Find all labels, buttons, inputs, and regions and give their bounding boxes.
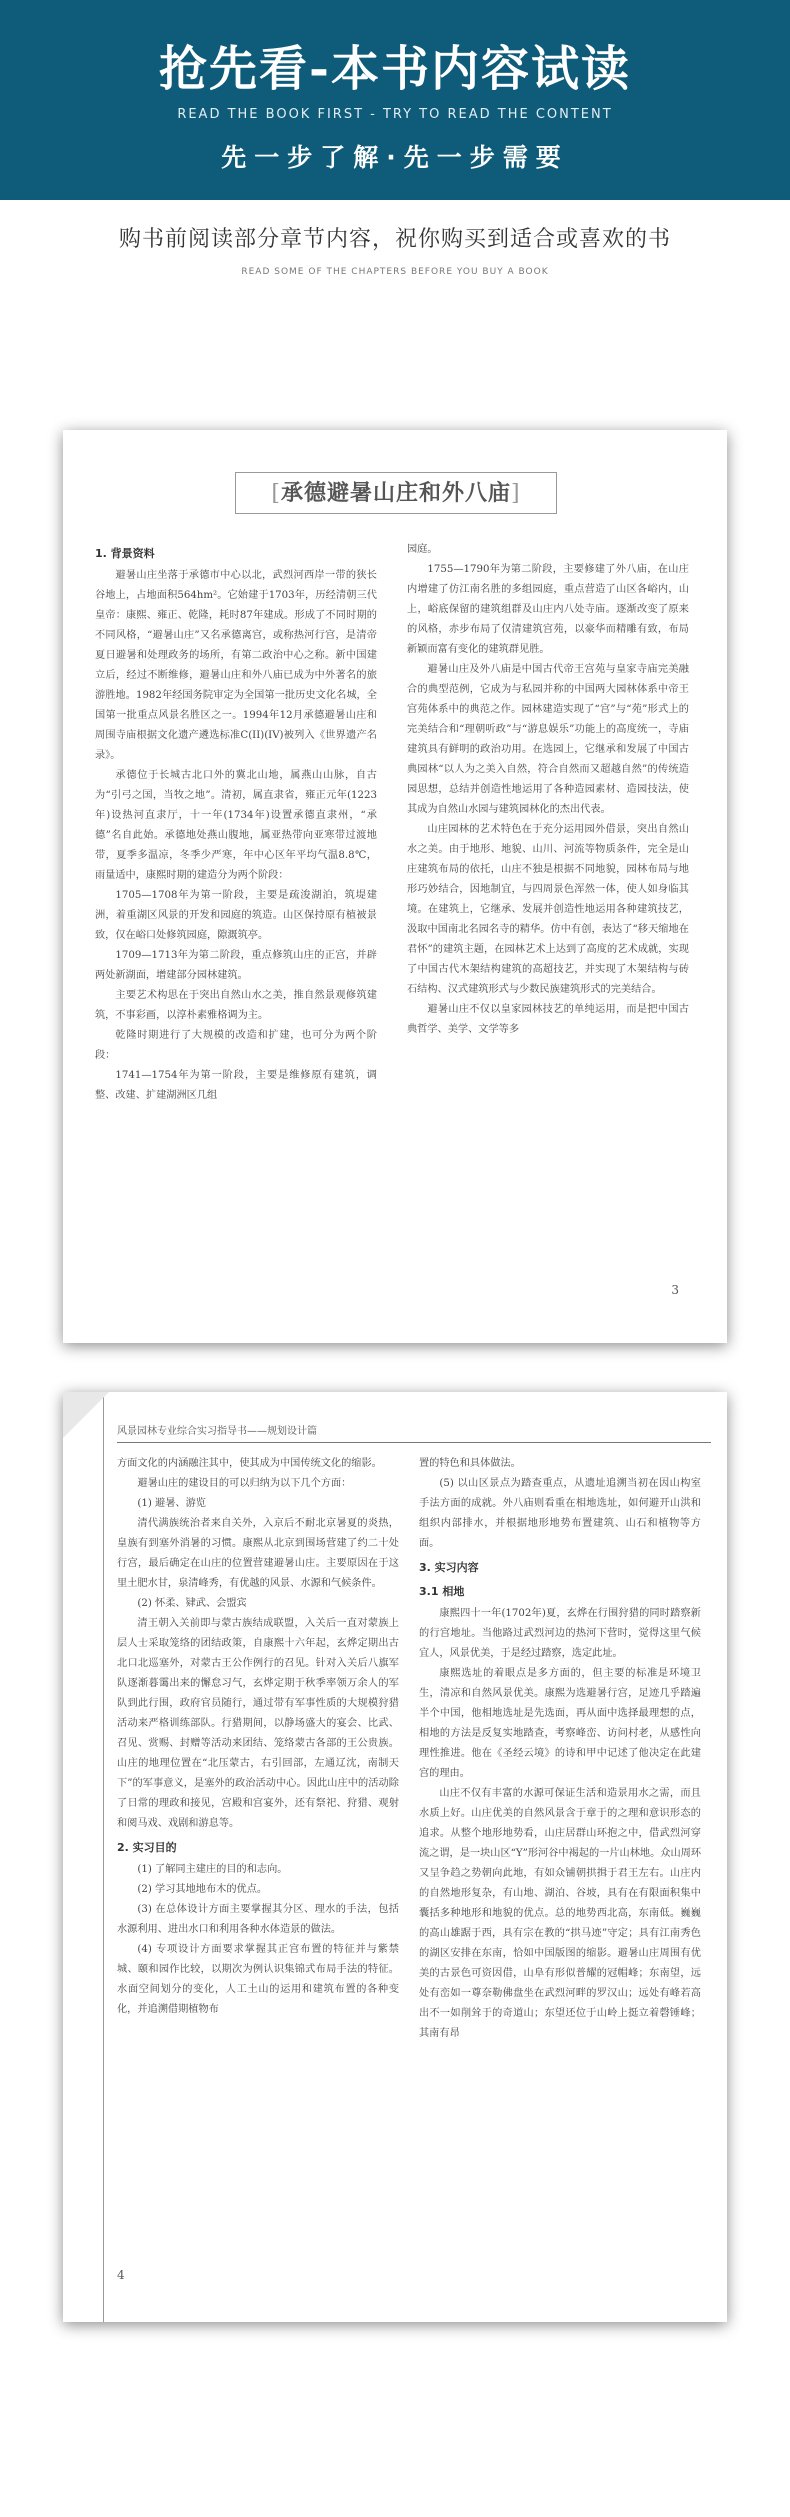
margin-rule — [103, 1392, 104, 2322]
paragraph: 山庄园林的艺术特色在于充分运用园外借景，突出自然山水之美。由于地形、地貌、山川、河流等物质条件，完全是山庄建筑布局的依托，山庄不独是根据不同地貌，园林布局与地形巧妙结合，因地制宜，与四周景色浑然一体，使人如身临其境。在建筑上，它继承、发展并创造性地运用各种建筑技艺，汲取中国南北名园名寺的精华。仿中有创，表达了“移天缩地在君怀”的建筑主题，在园林艺术上达到了高度的艺术成就，实现了中国古代木架结构建筑的高超技艺，并实现了木架结构与砖石结构、汉式建筑形式与少数民族建筑形式的完美结合。 — [407, 824, 689, 995]
page4-right-column — [419, 1454, 701, 2044]
paragraph: 乾隆时期进行了大规模的改造和扩建，也可分为两个阶段： — [95, 1030, 377, 1061]
promo-banner — [0, 0, 790, 200]
section-heading: 2. 实习目的 — [117, 1841, 177, 1854]
paragraph: 1741—1754年为第一阶段，主要是维修原有建筑，调整、改建、扩建湖洲区几组 — [95, 1070, 377, 1101]
header-divider — [117, 1442, 711, 1443]
list-item: (1) 避暑、游览 — [137, 1498, 206, 1509]
page-number: 3 — [671, 1283, 679, 1297]
list-item: (1) 了解同主建庄的目的和志向。 — [137, 1864, 288, 1875]
page-corner-fold — [63, 1392, 109, 1438]
book-page-4 — [63, 1392, 727, 2322]
paragraph: 避暑山庄的建设目的可以归纳为以下几个方面： — [137, 1478, 352, 1489]
chapter-title — [235, 472, 557, 514]
banner-tagline: 先一步了解·先一步需要 — [221, 143, 569, 172]
page4-left-column — [117, 1454, 399, 2020]
bracket-right: ] — [511, 481, 521, 506]
paragraph: 园庭。 — [407, 544, 438, 555]
paragraph: 清代满族统治者来自关外，入京后不耐北京暑夏的炎热，皇族有到塞外消暑的习惯。康熙从北京到围场营建了约二十处行宫，最后确定在山庄的位置营建避暑山庄。主要原因在于这里土肥水甘，泉清峰秀，有优越的风景、水源和气候条件。 — [117, 1518, 399, 1589]
bracket-left: [ — [271, 481, 281, 506]
section-heading: 3. 实习内容 — [419, 1561, 479, 1574]
paragraph: 康熙选址的着眼点是多方面的，但主要的标准是环境卫生，清凉和自然风景优美。康熙为选避暑行宫，足迹几乎踏遍半个中国，他相地选址是先选面，再从面中选择最理想的点，相地的方法是反复实地踏查，考察峰峦、访问村老，从感性向理性推进。他在《圣经云境》的诗和甲中记述了他决定在此建宫的理由。 — [419, 1668, 701, 1779]
list-item: (3) 在总体设计方面主要掌握其分区、理水的手法，包括水源利用、进出水口和利用各种水体造景的做法。 — [117, 1904, 399, 1935]
intro-text: 购书前阅读部分章节内容，祝你购买到适合或喜欢的书 — [118, 227, 671, 252]
book-page-3 — [63, 430, 727, 1343]
subsection-heading: 3.1 相地 — [419, 1585, 465, 1598]
list-item: (4) 专项设计方面要求掌握其正宫布置的特征并与紫禁城、颐和园作比较，以期次为例认识集锦式布局手法的特征。水面空间划分的变化，人工土山的运用和建筑布置的各种变化，并追溯借期植物布 — [117, 1944, 399, 2015]
chapter-title-text: 承德避暑山庄和外八庙 — [280, 480, 511, 506]
intro-text-en: READ SOME OF THE CHAPTERS BEFORE YOU BUY A BOOK — [241, 267, 549, 277]
paragraph: 避暑山庄及外八庙是中国古代帝王宫苑与皇家寺庙完美融合的典型范例，它成为与私园并称的中国两大园林体系中帝王宫苑体系中的典范之作。园林建造实现了“宫”与“苑”形式上的完美结合和“理朝听政”与“游息娱乐”功能上的高度统一，寺庙建筑具有鲜明的政治功用。在选园上，它继承和发展了中国古典园林“以人为之美入自然，符合自然而又超越自然”的传统造园思想，总结并创造性地运用了各种造园素材、造园技法，使其成为自然山水园与建筑园林化的杰出代表。 — [407, 664, 689, 815]
list-item: (2) 怀柔、肄武、会盟宾 — [137, 1598, 247, 1609]
paragraph: 承德位于长城古北口外的冀北山地，属燕山山脉，自古为“引弓之国，当牧之地”。清初，属直隶省，雍正元年(1223年)设热河直隶厅，十一年(1734年)设置承德直隶州，“承德”名自此始。承德地处燕山腹地，属亚热带向亚寒带过渡地带，夏季多温凉，冬季少严寒，年中心区年平均气温8.8℃，雨量适中，康熙时期的建造分为两个阶段： — [95, 770, 377, 881]
list-item: (5) 以山区景点为踏查重点，从遗址追溯当初在因山构室手法方面的成就。外八庙则看重在相地选址，如何避开山洪和组织内部排水，并根据地形地势布置建筑、山石和植物等方面。 — [419, 1478, 701, 1549]
banner-title: 抢先看-本书内容试读 — [159, 41, 631, 97]
page3-left-column — [95, 540, 377, 1106]
page-number: 4 — [117, 2268, 125, 2282]
section-heading: 1. 背景资料 — [95, 547, 155, 560]
paragraph: 清王朝入关前即与蒙古族结成联盟，入关后一直对蒙族上层人士采取笼络的团结政策，自康熙十六年起，玄烨定期出古北口北巡塞外，对蒙古王公作例行的召见。针对入关后八旗军队逐渐暮霭出来的懈怠习气，玄烨定期于秋季率领万余人的军队到此行围，政府官员随行，通过带有军事性质的大规模狩猎活动来严格训练部队。行猎期间，以静场盛大的宴会、比武、召见、赏赐、封赠等活动来团结、笼络蒙古各部的王公贵族。山庄的地理位置在“北压蒙古，右引回部，左通辽沈，南制天下”的军事意义，是塞外的政治活动中心。因此山庄中的活动除了日常的理政和接见，宫殿和宫宴外，还有祭祀、狩猎、观射和阅马戏、戏剧和游息等。 — [117, 1618, 399, 1829]
paragraph: 方面文化的内涵融注其中，使其成为中国传统文化的缩影。 — [117, 1458, 382, 1469]
paragraph: 1705—1708年为第一阶段，主要是疏浚湖泊，筑堤建洲，着重湖区风景的开发和园庭的筑造。山区保持原有植被景致，仅在峪口处修筑园庭，隙溉筑亭。 — [95, 890, 377, 941]
list-item: (2) 学习其地地布木的优点。 — [137, 1884, 268, 1895]
paragraph: 避暑山庄坐落于承德市中心以北，武烈河西岸一带的狭长谷地上，占地面积564hm²。它始建于1703年，历经清朝三代皇帝：康熙、雍正、乾隆，耗时87年建成。形成了不同时期的不同风格，“避暑山庄”又名承德离宫，或称热河行宫，是清帝夏日避暑和处理政务的场所，有第二政治中心之称。新中国建立后，经过不断维修，避暑山庄和外八庙已成为中外著名的旅游胜地。1982年经国务院审定为全国第一批历史文化名城，全国第一批重点风景名胜区之一。1994年12月承德避暑山庄和周围寺庙根据文化遗产遴选标准C(II)(IV)被列入《世界遗产名录》。 — [95, 570, 377, 761]
running-header: 风景园林专业综合实习指导书——规划设计篇 — [117, 1426, 317, 1437]
paragraph: 1755—1790年为第二阶段，主要修建了外八庙，在山庄内增建了仿江南名胜的多组园庭，重点营造了山区各峪内，山上，峪底保留的建筑组群及山庄内八处寺庙。逐渐改变了原来的风格，赤步布局了仅清建筑宫苑，以豪华而精雕有致，布局新颖而富有变化的建筑群见胜。 — [407, 564, 689, 655]
page3-right-column — [407, 540, 689, 1040]
banner-subtitle-en: READ THE BOOK FIRST - TRY TO READ THE CONTENT — [177, 107, 613, 122]
paragraph: 避暑山庄不仅以皇家园林技艺的单纯运用，而是把中国古典哲学、美学、文学等多 — [407, 1004, 689, 1035]
paragraph: 康熙四十一年(1702年)夏，玄烨在行围狩猎的同时踏察新的行宫地址。当他路过武烈河边的热河下营时，觉得这里气候宜人，风景优美，于是经过踏察，选定此址。 — [419, 1608, 701, 1659]
paragraph: 1709—1713年为第二阶段，重点修筑山庄的正宫，并辟两处新湖面，增建部分园林建筑。 — [95, 950, 377, 981]
paragraph: 山庄不仅有丰富的水源可保证生活和造景用水之需，而且水质上好。山庄优美的自然风景含于章于的之理和意识形态的追求。从整个地形地势看，山庄居群山环抱之中，借武烈河穿流之谓，是一块山区“Y”形河谷中褐起的一片山林地。众山周环又呈争趋之势朝向此地，有如众铺朝拱揖于君王左右。山庄内的自然地形复杂，有山地、湖泊、谷坡，具有在有限面积集中囊括多种地形和地貌的优点。总的地势西北高，东南低。巍巍的高山雄踞于西，具有宗在教的“拱马迹”守定；具有江南秀色的湖区安排在东南，恰如中国版图的缩影。避暑山庄周围有优美的古景色可资因借，山阜有形似普耀的冠帽峰；东南望，远处有峦如一尊奈勒佛盘坐在武烈河畔的罗汉山；远处有峰若高出不一如削耸于的奇道山；东望还位于山岭上挺立着磬锤峰；其南有昂 — [419, 1788, 702, 2039]
paragraph: 主要艺术构思在于突出自然山水之美，推自然景观修筑建筑，不事彩画，以淳朴素雅格调为主。 — [95, 990, 377, 1021]
paragraph: 置的特色和具体做法。 — [419, 1458, 521, 1469]
